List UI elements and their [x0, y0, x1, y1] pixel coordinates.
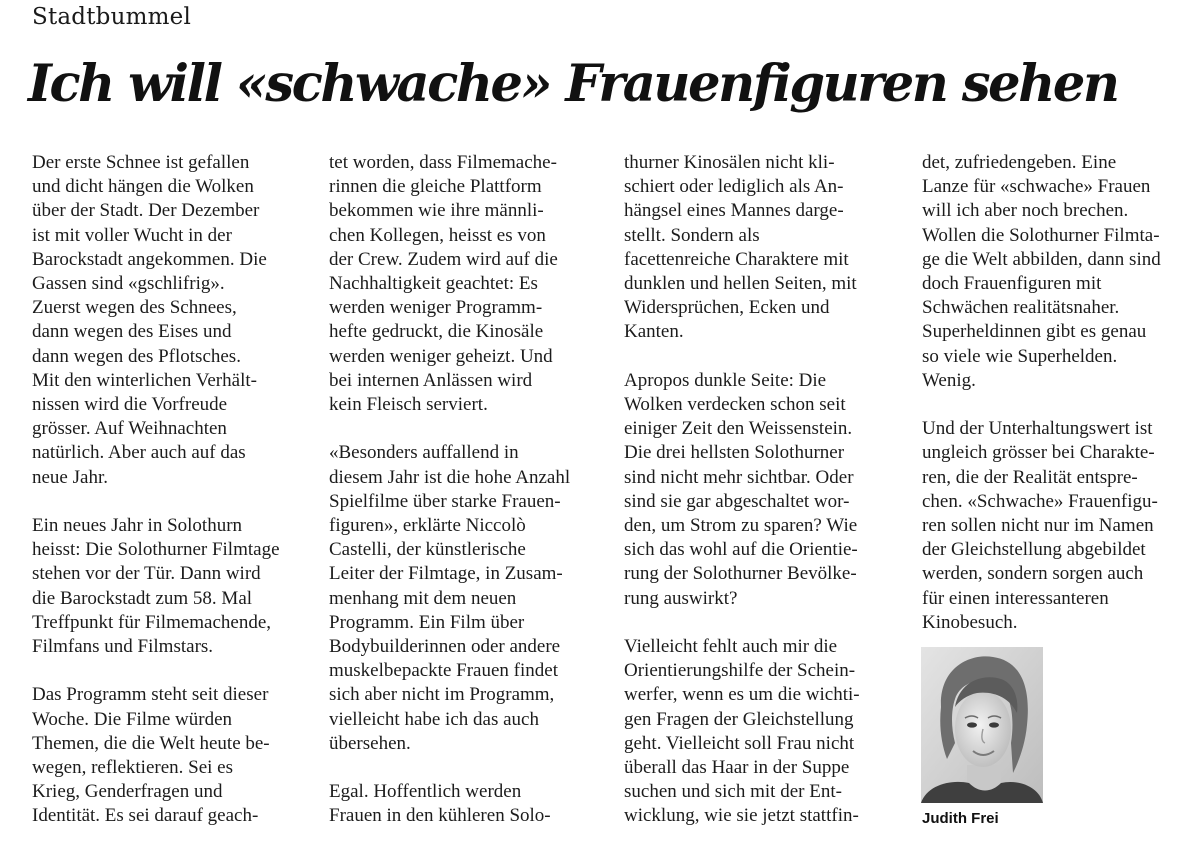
paragraph: Und der Unterhaltungswert ist ungleich grösser bei Charakte- ren, die der Realität entspre- chen. «Schwache» Frauenfigu- ren sollen nicht nur im Namen der Gleichstellung abgebildet werden, sondern sorgen auch für einen interessanteren Kinobesuch.: [922, 418, 1158, 633]
paragraph: Das Programm steht seit dieser Woche. Die Filme würden Themen, die die Welt heute be- wegen, reflektieren. Sei es Krieg, Genderfragen und Identität. Es sei darauf geach-: [32, 684, 270, 827]
paragraph: «Besonders auffallend in diesem Jahr ist die hohe Anzahl Spielfilme über starke Frauen- figuren», erklärte Niccolò Castelli, der künstlerische Leiter der Filmtage, in Zusam- menhang mit dem neuen Programm. Ein Film über Bodybuilderinnen oder andere muskelbepackte Frauen findet sich aber nicht im Programm, vielleicht habe ich das auch übersehen.: [329, 442, 571, 754]
paragraph: Der erste Schnee ist gefallen und dicht hängen die Wolken über der Stadt. Der Dezember ist mit voller Wucht in der Barockstadt angekommen. Die Gassen sind «gschlifrig». Zuerst wegen des Schnees, dann wegen des Eises und dann wegen des Pflotsches. Mit den winterlichen Verhält- nissen wird die Vorfreude grösser. Auf Weihnachten natürlich. Aber auch auf das neue Jahr.: [32, 152, 267, 488]
author-portrait-illustration: [921, 647, 1043, 803]
paragraph: Egal. Hoffentlich werden Frauen in den kühleren Solo-: [329, 781, 551, 827]
paragraph: thurner Kinosälen nicht kli- schiert oder lediglich als An- hängsel eines Mannes darge- stellt. Sondern als facettenreiche Charaktere mit dunklen und hellen Seiten, mit Widersprüchen, Ecken und Kanten.: [624, 152, 857, 343]
author-name: Judith Frei: [922, 810, 999, 827]
article-headline: Ich will «schwache» Frauenfiguren sehen: [28, 54, 1118, 114]
paragraph: Apropos dunkle Seite: Die Wolken verdecken schon seit einiger Zeit den Weissenstein. Die drei hellsten Solothurner sind nicht mehr sichtbar. Oder sind sie gar abgeschaltet wor- den, um Strom zu sparen? Wie sich das wohl auf die Orientie- rung der Solothurner Bevölke- rung auswirkt?: [624, 369, 858, 609]
paragraph: tet worden, dass Filmemache- rinnen die gleiche Plattform bekommen wie ihre männli- chen Kollegen, heisst es von der Crew. Zudem wird auf die Nachhaltigkeit geachtet: Es werden weniger Programm- hefte gedruckt, die Kinosäle werden weniger geheizt. Und bei internen Anlässen wird kein Fleisch serviert.: [329, 152, 558, 416]
article-kicker: Stadtbummel: [32, 4, 191, 30]
text-column-4: [922, 151, 1198, 635]
paragraph: Vielleicht fehlt auch mir die Orientierungshilfe der Schein- werfer, wenn es um die wichti- gen Fragen der Gleichstellung geht. Vielleicht soll Frau nicht überall das Haar in der Suppe suchen und sich mit der Ent- wicklung, wie sie jetzt stattfin-: [624, 636, 860, 827]
paragraph: det, zufriedengeben. Eine Lanze für «schwache» Frauen will ich aber noch brechen. Wollen die Solothurner Filmta- ge die Welt abbilden, dann sind doch Frauenfiguren mit Schwächen realitätsnaher. Superheldinnen gibt es genau so viele wie Superhelden. Wenig.: [922, 152, 1161, 391]
text-column-3: [624, 151, 900, 829]
text-column-1: [32, 151, 308, 829]
text-column-2: [329, 151, 605, 829]
paragraph: Ein neues Jahr in Solothurn heisst: Die Solothurner Filmtage stehen vor der Tür. Dann wird die Barockstadt zum 58. Mal Treffpunkt für Filmemachende, Filmfans und Filmstars.: [32, 515, 280, 658]
author-portrait: [921, 647, 1043, 803]
